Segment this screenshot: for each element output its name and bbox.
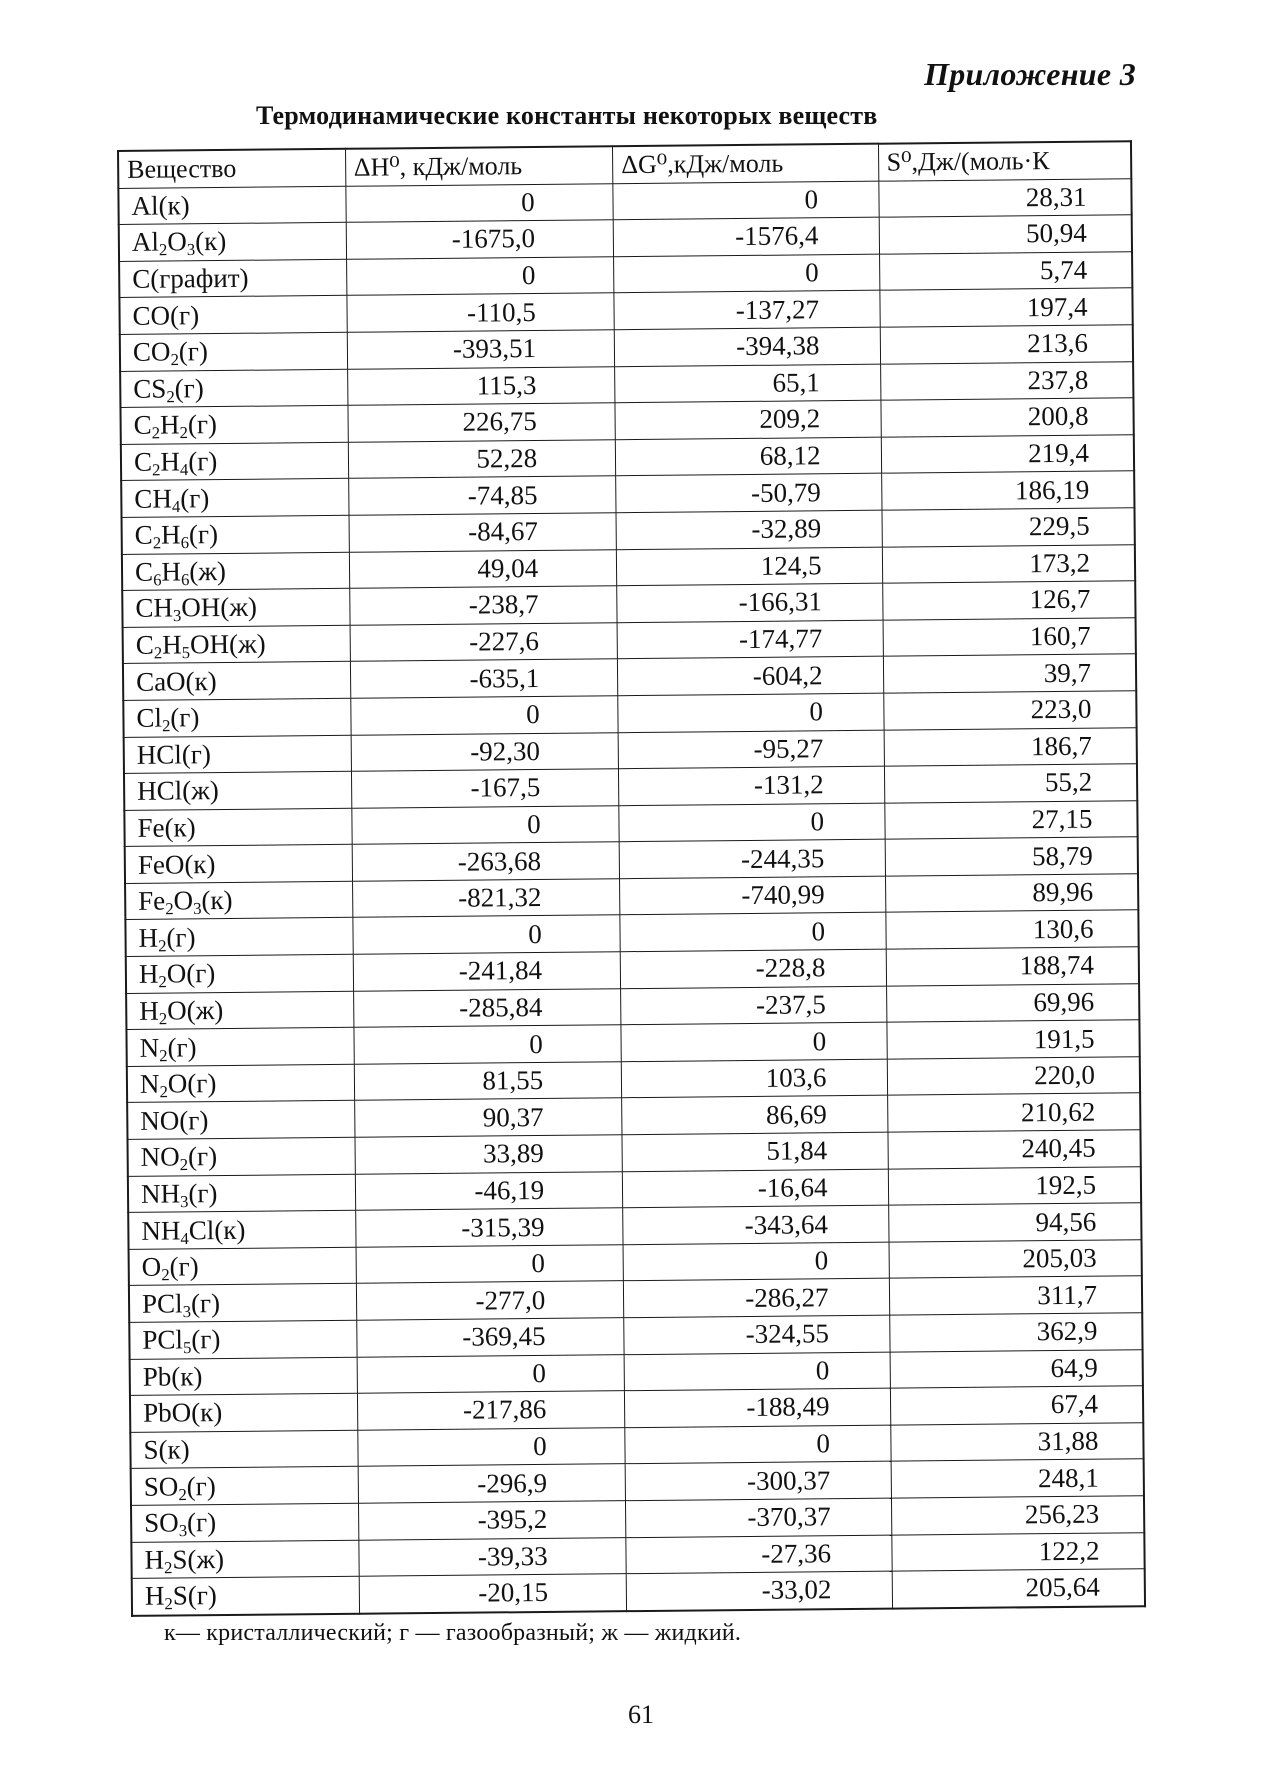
cell-enthalpy: -20,15 <box>359 1574 627 1614</box>
cell-substance: NO(г) <box>127 1101 354 1140</box>
cell-gibbs: 209,2 <box>615 400 881 439</box>
table-container <box>117 140 1146 1616</box>
cell-enthalpy: -277,0 <box>356 1281 624 1320</box>
cell-gibbs: -604,2 <box>618 656 884 695</box>
cell-substance: $H_2O(ж)$ <box>126 991 353 1030</box>
cell-entropy: 5,74 <box>879 252 1132 291</box>
cell-entropy: 69,96 <box>886 983 1139 1022</box>
cell-substance: $Al_2O_3(к)$ <box>119 222 346 261</box>
cell-gibbs: -343,64 <box>623 1205 889 1244</box>
cell-enthalpy: -84,67 <box>349 513 617 552</box>
cell-entropy: 186,7 <box>884 727 1137 766</box>
cell-substance: HCl(ж) <box>124 771 351 810</box>
cell-gibbs: -740,99 <box>620 876 886 915</box>
cell-substance: PCl$_5$(г) <box>129 1320 356 1359</box>
cell-gibbs: -95,27 <box>618 730 884 769</box>
cell-gibbs: -370,37 <box>626 1498 892 1537</box>
cell-enthalpy: -46,19 <box>355 1171 623 1210</box>
cell-entropy: 94,56 <box>888 1203 1141 1242</box>
cell-gibbs: 0 <box>619 803 885 842</box>
cell-entropy: 126,7 <box>882 581 1135 620</box>
cell-substance: $C_2H_6(г)$ <box>122 515 349 554</box>
cell-substance: $C_2H_2(г)$ <box>120 405 347 444</box>
cell-entropy: 219,4 <box>881 435 1134 474</box>
cell-enthalpy: -39,33 <box>358 1537 626 1576</box>
cell-substance: Al(к) <box>118 186 345 225</box>
cell-substance: $H_2S(г)$ <box>132 1576 359 1615</box>
cell-entropy: 50,94 <box>879 215 1132 254</box>
cell-substance: $N_2(г)$ <box>126 1028 353 1067</box>
cell-substance: S(к) <box>130 1430 357 1469</box>
cell-substance: $C_2H_4(г)$ <box>121 442 348 481</box>
cell-entropy: 200,8 <box>880 398 1133 437</box>
cell-gibbs: -324,55 <box>624 1315 890 1354</box>
cell-enthalpy: -393,51 <box>347 330 615 369</box>
cell-gibbs: 0 <box>621 1022 887 1061</box>
cell-enthalpy: -315,39 <box>355 1208 623 1247</box>
cell-gibbs: 86,69 <box>622 1096 888 1135</box>
cell-entropy: 197,4 <box>879 288 1132 327</box>
cell-enthalpy: 0 <box>357 1354 625 1393</box>
cell-gibbs: -166,31 <box>617 583 883 622</box>
cell-substance: $Fe_2O_3(к)$ <box>125 881 352 920</box>
cell-enthalpy: -238,7 <box>349 586 617 625</box>
cell-enthalpy: 0 <box>356 1245 624 1284</box>
cell-enthalpy: -395,2 <box>358 1501 626 1540</box>
cell-gibbs: -300,37 <box>625 1462 891 1501</box>
cell-enthalpy: 33,89 <box>355 1135 623 1174</box>
col-header-gibbs: ΔG⁰,кДж/моль <box>613 144 879 184</box>
cell-enthalpy: 90,37 <box>354 1098 622 1137</box>
cell-substance: HCl(г) <box>124 735 351 774</box>
cell-enthalpy: 81,55 <box>354 1062 622 1101</box>
cell-gibbs: -137,27 <box>614 291 880 330</box>
cell-substance: $CS_2(г)$ <box>120 369 347 408</box>
cell-gibbs: -50,79 <box>616 474 882 513</box>
cell-entropy: 55,2 <box>884 764 1137 803</box>
cell-substance: $H_2(г)$ <box>125 918 352 957</box>
cell-enthalpy: -74,85 <box>348 476 616 515</box>
cell-entropy: 173,2 <box>882 544 1135 583</box>
cell-enthalpy: 49,04 <box>349 549 617 588</box>
cell-entropy: 205,03 <box>889 1240 1142 1279</box>
cell-gibbs: -286,27 <box>624 1279 890 1318</box>
cell-entropy: 191,5 <box>886 1020 1139 1059</box>
cell-enthalpy: 0 <box>346 257 614 296</box>
cell-substance: $CH_3OH(ж)$ <box>122 588 349 627</box>
cell-enthalpy: 0 <box>351 805 619 844</box>
cell-entropy: 64,9 <box>890 1349 1143 1388</box>
cell-substance: PbO(к) <box>130 1393 357 1432</box>
cell-enthalpy: 0 <box>350 696 618 735</box>
cell-entropy: 186,19 <box>881 471 1134 510</box>
cell-entropy: 205,64 <box>892 1569 1145 1609</box>
cell-enthalpy: -263,68 <box>352 842 620 881</box>
cell-entropy: 39,7 <box>883 654 1136 693</box>
cell-enthalpy: -110,5 <box>347 293 615 332</box>
cell-gibbs: -188,49 <box>625 1388 891 1427</box>
cell-substance: C(графит) <box>119 259 346 298</box>
cell-entropy: 362,9 <box>889 1313 1142 1352</box>
cell-substance: $C_2H_5OH(ж)$ <box>123 625 350 664</box>
cell-substance: PCl$_3$(г) <box>129 1284 356 1323</box>
cell-entropy: 122,2 <box>891 1532 1144 1571</box>
cell-substance: $H_2O(г)$ <box>126 954 353 993</box>
col-header-entropy: S⁰,Дж/(моль·К <box>878 141 1131 181</box>
page-number: 61 <box>628 1700 654 1729</box>
cell-enthalpy: -227,6 <box>350 622 618 661</box>
cell-gibbs: -228,8 <box>620 949 886 988</box>
cell-gibbs: -1576,4 <box>613 217 879 256</box>
cell-gibbs: 124,5 <box>617 547 883 586</box>
cell-gibbs: 0 <box>618 693 884 732</box>
cell-gibbs: -27,36 <box>626 1535 892 1574</box>
cell-substance: FeO(к) <box>125 845 352 884</box>
cell-entropy: 248,1 <box>891 1459 1144 1498</box>
cell-substance: $O_2(г)$ <box>129 1247 356 1286</box>
cell-entropy: 223,0 <box>883 691 1136 730</box>
cell-entropy: 256,23 <box>891 1496 1144 1535</box>
cell-enthalpy: 0 <box>357 1427 625 1466</box>
cell-substance: CaO(к) <box>123 662 350 701</box>
cell-substance: $CH_4(г)$ <box>121 479 348 518</box>
cell-entropy: 311,7 <box>889 1276 1142 1315</box>
cell-gibbs: 65,1 <box>615 364 881 403</box>
cell-gibbs: -394,38 <box>614 327 880 366</box>
cell-gibbs: -237,5 <box>621 986 887 1025</box>
table-body <box>118 178 1145 1615</box>
cell-entropy: 67,4 <box>890 1386 1143 1425</box>
cell-enthalpy: 0 <box>352 915 620 954</box>
cell-entropy: 160,7 <box>883 617 1136 656</box>
cell-entropy: 192,5 <box>888 1166 1141 1205</box>
cell-gibbs: 0 <box>620 913 886 952</box>
cell-substance: $SO_2(г)$ <box>131 1467 358 1506</box>
cell-gibbs: 0 <box>625 1425 891 1464</box>
cell-substance: $SO_3(г)$ <box>131 1503 358 1542</box>
thermo-table <box>117 140 1146 1616</box>
cell-gibbs: -32,89 <box>616 510 882 549</box>
cell-enthalpy: -92,30 <box>351 732 619 771</box>
cell-entropy: 237,8 <box>880 361 1133 400</box>
cell-entropy: 188,74 <box>886 947 1139 986</box>
cell-entropy: 240,45 <box>887 1130 1140 1169</box>
cell-gibbs: 68,12 <box>615 437 881 476</box>
cell-gibbs: -244,35 <box>619 839 885 878</box>
cell-substance: Pb(к) <box>130 1357 357 1396</box>
cell-entropy: 27,15 <box>884 800 1137 839</box>
cell-enthalpy: -217,86 <box>357 1391 625 1430</box>
cell-enthalpy: 226,75 <box>348 403 616 442</box>
table-title: Термодинамические константы некоторых веществ <box>256 101 878 130</box>
cell-entropy: 210,62 <box>887 1093 1140 1132</box>
cell-gibbs: -33,02 <box>626 1571 892 1611</box>
appendix-label: Приложение 3 <box>924 56 1136 92</box>
cell-gibbs: 0 <box>623 1242 889 1281</box>
cell-substance: $NH_3(г)$ <box>128 1174 355 1213</box>
col-header-substance: Вещество <box>118 149 345 188</box>
cell-substance: $NH_4Cl(к)$ <box>128 1210 355 1249</box>
cell-substance: $CO_2(г)$ <box>120 332 347 371</box>
cell-enthalpy: -296,9 <box>358 1464 626 1503</box>
col-header-enthalpy: ΔH⁰, кДж/моль <box>345 146 613 186</box>
cell-gibbs: -174,77 <box>617 620 883 659</box>
cell-enthalpy: -241,84 <box>353 952 621 991</box>
cell-entropy: 89,96 <box>885 874 1138 913</box>
cell-gibbs: -131,2 <box>619 766 885 805</box>
cell-entropy: 31,88 <box>890 1422 1143 1461</box>
cell-substance: $C_6H_6(ж)$ <box>122 552 349 591</box>
cell-substance: $N_2O(г)$ <box>127 1064 354 1103</box>
cell-substance: Fe(к) <box>124 808 351 847</box>
cell-gibbs: -16,64 <box>623 1169 889 1208</box>
cell-substance: $NO_2(г)$ <box>127 1137 354 1176</box>
cell-gibbs: 0 <box>624 1352 890 1391</box>
cell-entropy: 130,6 <box>885 910 1138 949</box>
cell-entropy: 229,5 <box>882 508 1135 547</box>
cell-enthalpy: 0 <box>345 183 613 222</box>
cell-substance: $H_2S(ж)$ <box>131 1540 358 1579</box>
cell-enthalpy: -1675,0 <box>346 220 614 259</box>
cell-enthalpy: -821,32 <box>352 879 620 918</box>
cell-substance: CO(г) <box>119 296 346 335</box>
cell-enthalpy: -635,1 <box>350 659 618 698</box>
cell-entropy: 213,6 <box>880 325 1133 364</box>
cell-gibbs: 0 <box>613 181 879 220</box>
footnote: к— кристаллический; г — газообразный; ж — жидкий. <box>164 1620 742 1646</box>
cell-enthalpy: -285,84 <box>353 988 621 1027</box>
cell-entropy: 28,31 <box>878 178 1131 217</box>
cell-enthalpy: 0 <box>354 1025 622 1064</box>
cell-gibbs: 0 <box>614 254 880 293</box>
cell-entropy: 220,0 <box>887 1057 1140 1096</box>
cell-gibbs: 103,6 <box>621 1059 887 1098</box>
cell-substance: $Cl_2(г)$ <box>123 698 350 737</box>
cell-enthalpy: -167,5 <box>351 769 619 808</box>
cell-gibbs: 51,84 <box>622 1132 888 1171</box>
cell-enthalpy: -369,45 <box>356 1318 624 1357</box>
cell-enthalpy: 115,3 <box>347 366 615 405</box>
cell-enthalpy: 52,28 <box>348 439 616 478</box>
cell-entropy: 58,79 <box>885 837 1138 876</box>
